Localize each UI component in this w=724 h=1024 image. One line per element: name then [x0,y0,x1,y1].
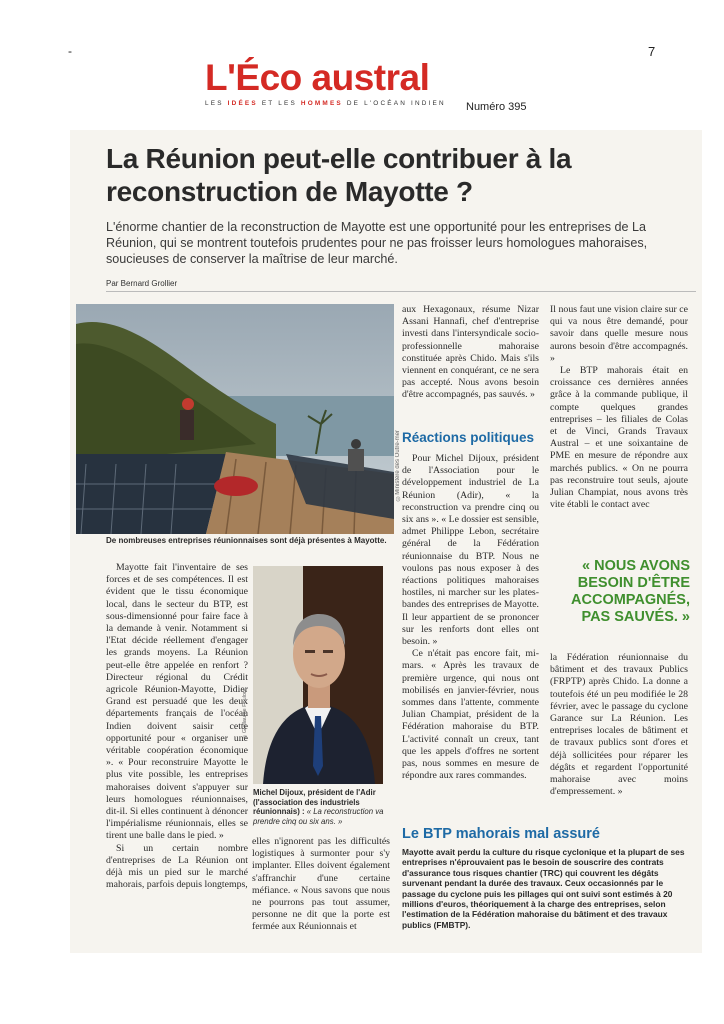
paragraph: Si un certain nombre d'entreprises de La Réunion ont déjà mis un pied sur le marché mahorais, parfois depuis longtemps, [106,842,248,891]
section-subhead: Réactions politiques [402,430,535,445]
paragraph: aux Hexagonaux, résume Nizar Assani Hannafi, chef d'entreprise investi dans l'intersyndicale socio-professionnelle mahoraise constituée après Chido. Mais s'ils viennent en conquérant, ce ne sera pas accepté. Nous avons besoin d'être accompagnés, pas sauvés. » [402,304,539,401]
paragraph: la Fédération réunionnaise du bâtiment et des travaux Publics (FRPTP) après Chido. La donne a toutefois été un peu modifiée le 28 février, avec le passage du cyclone Garance sur La Réunion. Les entreprises locales de bâtiment et de travaux publics sont d'ores et déjà sollicitées pour réparer les dégâts et regardent l'opportunité mahoraise avec moins d'empressement. » [550,652,688,798]
masthead [205,58,465,107]
article-standfirst: L'énorme chantier de la reconstruction de Mayotte est une opportunité pour les entreprises de La Réunion, qui se montrent toutefois prudentes pour ne pas froisser leurs homologues mahoraises, soucieuses de conserver la maîtrise de leur marché. [106,220,648,266]
paragraph: Le BTP mahorais était en croissance ces dernières années grâce à la commande publique, il compte quelques grandes entreprises – les filiales de Colas et de Vinci, Grands Travaux Austral – et une soixantaine de PME en mesure de répondre aux marchés publics. « On ne pourra pas reconstruire tout seuls, ajoute Julian Champiat, nous avons très vite établi le contact avec [550,365,688,511]
article-clipping [70,130,702,953]
article-byline: Par Bernard Grollier [106,279,178,288]
column-2 [252,836,390,934]
photo-credit: ©Ministère des Outre-mer [395,430,401,501]
paragraph: Mayotte fait l'inventaire de ses forces et de ses compétences. Il est évident que le tissu économique local, dans le secteur du BTP, est sous-dimensionné pour faire face à la demande à venir. Notamment si l'Etat décide réellement d'engager les grands moyens. La Réunion peut-elle être appelée en renfort ? Directeur régional du Crédit agricole Réunion-Mayotte, Didier Grand est persuadé que les deux départements français de l'océan Indien doivent saisir cette opportunité pour « organiser une véritable coopération économique ». « Pour reconstruire Mayotte le plus vite possible, les entreprises mahoraises doivent s'appuyer sur leurs homologues réunionnaises, dit-il. Si elles continuent à dénoncer l'impérialisme réunionnais, elles se tirent une balle dans le pied. » [106,562,248,842]
column-1 [106,562,248,891]
page-mark: - [68,44,72,58]
publication-tagline: LES IDÉES ET LES HOMMES DE L'OCÉAN INDIEN [205,100,446,107]
column-3 [402,304,539,402]
pull-quote: « NOUS AVONS BESOIN D'ÊTRE ACCOMPAGNÉS, PAS SAUVÉS. » [571,558,690,625]
paragraph: elles n'ignorent pas les difficultés logistiques à surmonter pour s'y implanter. Elles doivent également s'affranchir d'une certaine méfiance. « Nous savons que nous ne pourrons pas tout assumer, personne ne dit que la porte est fermée aux Réunionnais et [252,836,390,933]
sidebar-box-body: Mayotte avait perdu la culture du risque cyclonique et la plupart de ses entreprises n'éprouvaient pas le besoin de souscrire des contrats d'assurance tous risques chantier (TRC) qui couvrent les dégâts survenant pendant la durée des travaux. Ceux occasionnés par le passage du cyclone puis les pillages qui ont suivi sont estimés à 20 millions d'euros, théoriquement à la charge des entreprises, selon l'estimation de la Fédération mahoraise du bâtiment et des travaux publics (FMBTP). [402,847,685,930]
column-5 [550,652,688,798]
solar-roof-photo [76,304,394,534]
column-4 [550,304,688,511]
sidebar-box [402,826,698,930]
paragraph: Ce n'était pas encore fait, mi-mars. « Après les travaux de première urgence, qui nous ont mobilisés en janvier-février, nous sommes dans l'attente, commente Julian Champiat, président de la Fédération mahoraise du BTP. L'activité connaît un creux, tant que les appels d'offres ne sortent pas, nous sommes en mesure de répondre aux rares commandes. [402,648,539,782]
article-headline: La Réunion peut-elle contribuer à la reconstruction de Mayotte ? [106,143,572,207]
paragraph: Pour Michel Dijoux, président de l'Association pour le développement industriel de La Réunion (Adir), « la reconstruction va prendre cinq ou six ans ». « Le dossier est sensible, admet Philippe Lebon, secrétaire général de la Fédération réunionnaise du BTP. Nous ne voulons pas nous exposer à des réactions politiques mahoraises hostiles, ni marcher sur les plates-bandes des entreprises de Mayotte. Il leur appartient de se prononcer sur les renforts dont elles ont besoin. » [402,453,539,648]
photo-caption: De nombreuses entreprises réunionnaises sont déjà présentes à Mayotte. [106,536,387,545]
photo-credit: ©Guillaume Foulon [242,690,248,740]
page-number: 7 [648,44,656,59]
publication-logo: L'Éco austral [205,57,430,98]
sidebar-box-title: Le BTP mahorais mal assuré [402,826,600,842]
photo-caption: Michel Dijoux, président de l'Adir (l'association des industriels réunionnais) : « La reconstruction va prendre cinq ou six ans. » [253,788,384,826]
column-3-continued [402,453,539,782]
divider [106,291,696,292]
portrait-photo [253,566,383,784]
paragraph: Il nous faut une vision claire sur ce qui va nous être demandé, pour savoir dans quelle mesure nous aurons besoin d'être accompagnés. » [550,304,688,364]
issue-number: Numéro 395 [466,101,527,113]
